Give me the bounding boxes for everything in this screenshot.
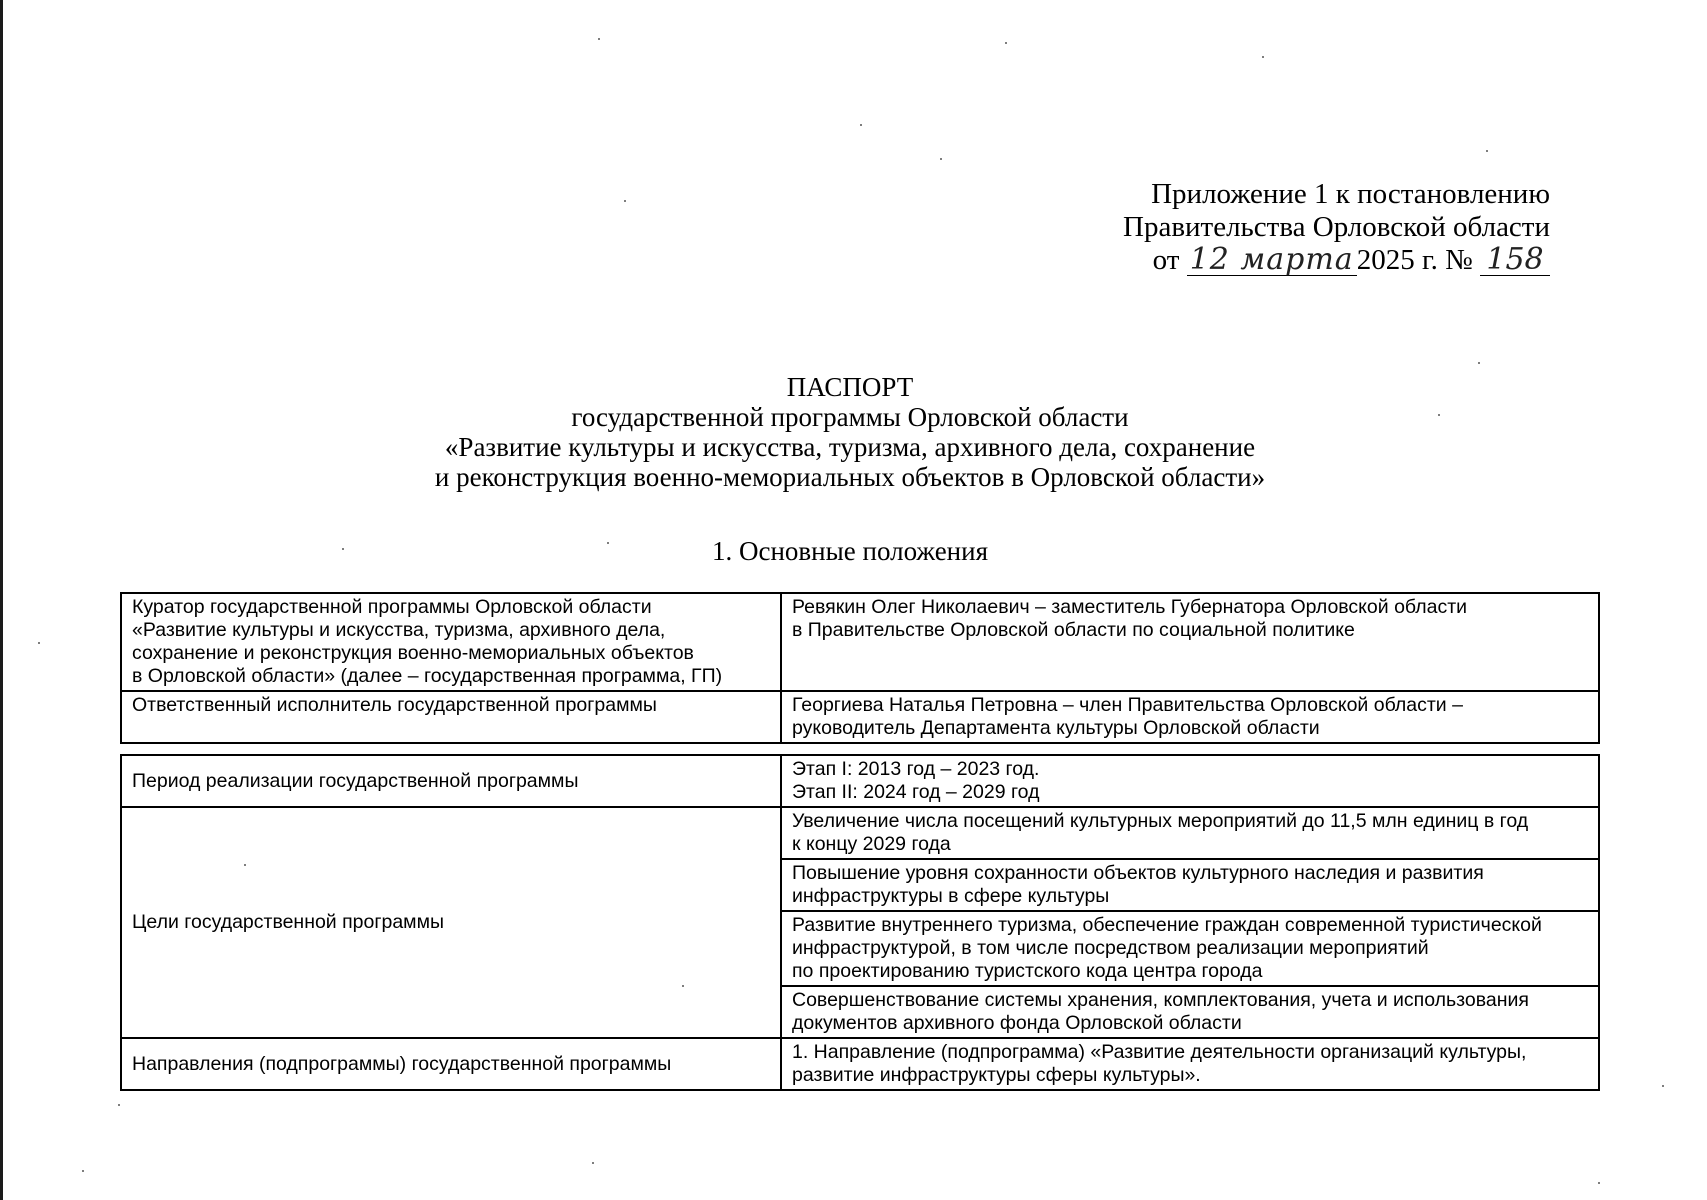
table-row-goal-1 xyxy=(121,807,1599,859)
cell-line: Ответственный исполнитель государственной программы xyxy=(132,694,657,716)
cell-line: к концу 2029 года xyxy=(792,833,951,855)
appendix-line-2: Правительства Орловской области xyxy=(1123,211,1550,243)
period-value-cell xyxy=(781,755,1599,807)
table-row-directions xyxy=(121,1038,1599,1090)
appendix-block xyxy=(1030,178,1550,277)
title-line-1: ПАСПОРТ xyxy=(786,372,914,402)
appendix-line-1: Приложение 1 к постановлению xyxy=(1151,178,1550,210)
cell-line: в Правительстве Орловской области по социальной политике xyxy=(792,619,1355,641)
prefix-ot: от xyxy=(1152,244,1180,276)
cell-line: Цели государственной программы xyxy=(132,911,444,933)
goals-label-cell xyxy=(121,807,781,1038)
cell-line: Направления (подпрограммы) государственной программы xyxy=(132,1052,672,1075)
executor-label-cell xyxy=(121,691,781,743)
passport-table-2 xyxy=(120,754,1600,1091)
cell-line: Развитие внутреннего туризма, обеспечение граждан современной туристической xyxy=(792,914,1542,936)
title-line-2: государственной программы Орловской области xyxy=(571,402,1129,432)
curator-value-cell xyxy=(781,593,1599,691)
cell-line: развитие инфраструктуры сферы культуры». xyxy=(792,1064,1201,1086)
cell-line: Увеличение числа посещений культурных мероприятий до 11,5 млн единиц в год xyxy=(792,810,1529,832)
title-line-4: и реконструкция военно-мемориальных объектов в Орловской области» xyxy=(434,462,1266,492)
handwritten-date: 12 марта xyxy=(1187,245,1357,276)
cell-line: Куратор государственной программы Орловской области xyxy=(132,596,652,618)
handwritten-number: 158 xyxy=(1480,245,1550,276)
passport-table-1 xyxy=(120,592,1600,744)
cell-line: Этап I: 2013 год – 2023 год. xyxy=(792,758,1040,780)
period-label-cell xyxy=(121,755,781,807)
cell-line: Повышение уровня сохранности объектов культурного наследия и развития xyxy=(792,862,1484,884)
goal-cell-2 xyxy=(781,859,1599,911)
executor-value-cell xyxy=(781,691,1599,743)
cell-line: инфраструктуры в сфере культуры xyxy=(792,885,1110,907)
table-row-executor xyxy=(121,691,1599,743)
cell-line: 1. Направление (подпрограмма) «Развитие деятельности организаций культуры, xyxy=(792,1041,1527,1063)
cell-line: Период реализации государственной программы xyxy=(132,769,579,792)
cell-line: руководитель Департамента культуры Орловской области xyxy=(792,717,1320,739)
appendix-date-line xyxy=(1030,244,1550,277)
section-heading: 1. Основные положения xyxy=(712,536,988,566)
scan-left-edge xyxy=(0,0,3,1200)
cell-line: инфраструктурой, в том числе посредством реализации мероприятий xyxy=(792,937,1429,959)
cell-line: Ревякин Олег Николаевич – заместитель Губернатора Орловской области xyxy=(792,596,1468,618)
passport-title xyxy=(300,372,1400,492)
directions-label-cell xyxy=(121,1038,781,1090)
cell-line: Этап II: 2024 год – 2029 год xyxy=(792,781,1040,803)
goal-cell-4 xyxy=(781,986,1599,1038)
goal-cell-1 xyxy=(781,807,1599,859)
cell-line: в Орловской области» (далее – государственная программа, ГП) xyxy=(132,665,723,687)
goal-cell-3 xyxy=(781,911,1599,986)
cell-line: документов архивного фонда Орловской области xyxy=(792,1012,1242,1034)
cell-line: «Развитие культуры и искусства, туризма, архивного дела, xyxy=(132,619,666,641)
cell-line: Совершенствование системы хранения, комплектования, учета и использования xyxy=(792,989,1529,1011)
title-line-3: «Развитие культуры и искусства, туризма, архивного дела, сохранение xyxy=(444,432,1256,462)
cell-line: сохранение и реконструкция военно-мемориальных объектов xyxy=(132,642,694,664)
table-row-curator xyxy=(121,593,1599,691)
table-row-period xyxy=(121,755,1599,807)
cell-line: Георгиева Наталья Петровна – член Правительства Орловской области – xyxy=(792,694,1463,716)
year-number-label: 2025 г. № xyxy=(1356,244,1473,276)
curator-label-cell xyxy=(121,593,781,691)
directions-value-cell xyxy=(781,1038,1599,1090)
cell-line: по проектированию туристского кода центра города xyxy=(792,960,1263,982)
